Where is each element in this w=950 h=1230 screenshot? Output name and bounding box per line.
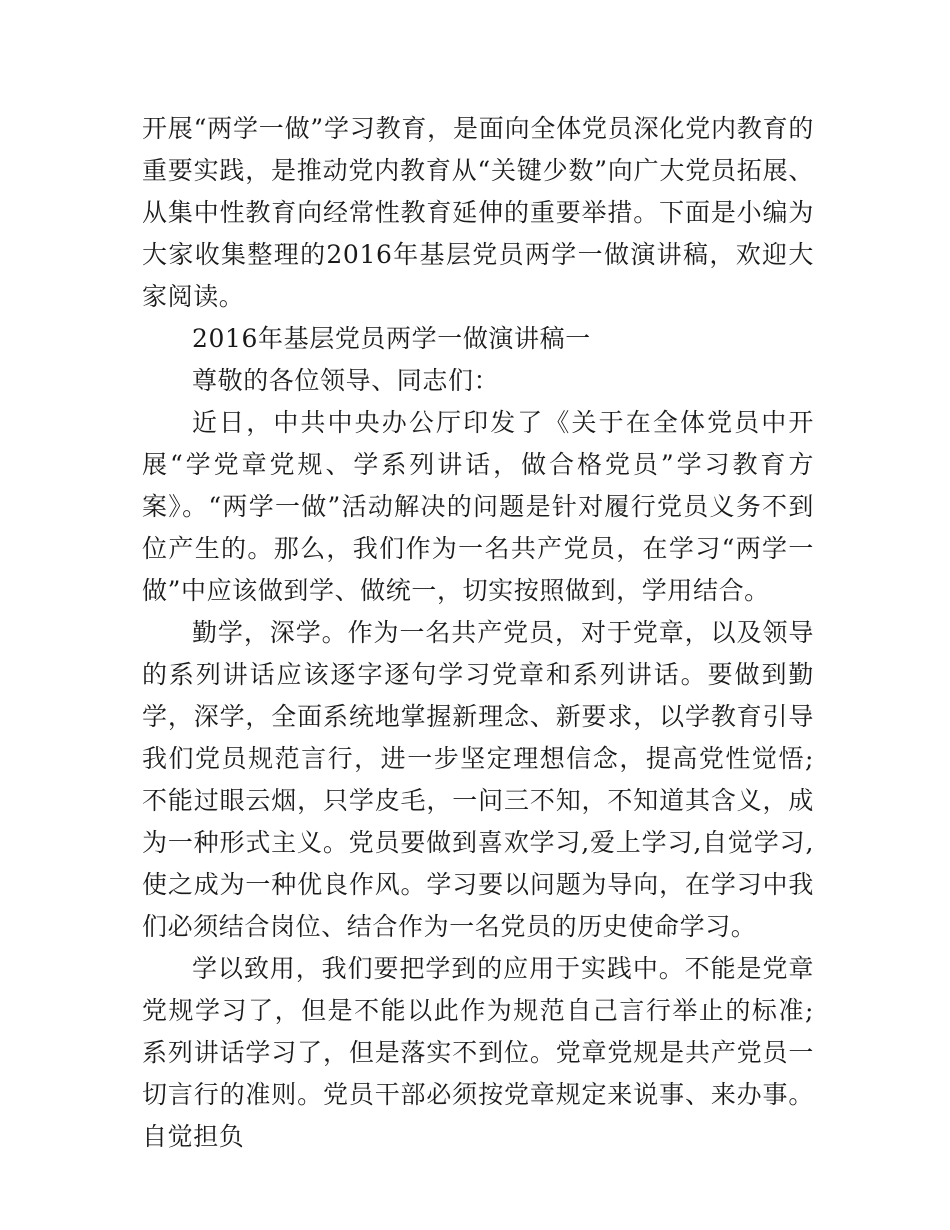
body-paragraph: 学以致用，我们要把学到的应用于实践中。不能是党章党规学习了，但是不能以此作为规范自己言行举止的标准;系列讲话学习了，但是落实不到位。党章党规是共产党员一切言行的准则。党员干部必须按党章规定来说事、来办事。自觉担负: [142, 954, 814, 1151]
body-paragraph: 勤学，深学。作为一名共产党员，对于党章，以及领导的系列讲话应该逐字逐句学习党章和系列讲话。要做到勤学，深学，全面系统地掌握新理念、新要求，以学教育引导我们党员规范言行，进一步坚定理想信念，提高党性觉悟;不能过眼云烟，只学皮毛，一问三不知，不知道其含义，成为一种形式主义。党员要做到喜欢学习,爱上学习,自觉学习,使之成为一种优良作风。学习要以问题为导向，在学习中我们必须结合岗位、结合作为一名党员的历史使命学习。: [142, 618, 814, 941]
document-page: [142, 108, 814, 1158]
intro-paragraph: 开展“两学一做”学习教育，是面向全体党员深化党内教育的重要实践，是推动党内教育从“关键少数”向广大党员拓展、从集中性教育向经常性教育延伸的重要举措。下面是小编为大家收集整理的2016年基层党员两学一做演讲稿，欢迎大家阅读。: [142, 114, 814, 311]
body-paragraph: 近日，中共中央办公厅印发了《关于在全体党员中开展“学党章党规、学系列讲话，做合格党员”学习教育方案》。“两学一做”活动解决的问题是针对履行党员义务不到位产生的。那么，我们作为一名共产党员，在学习“两学一做”中应该做到学、做统一，切实按照做到，学用结合。: [142, 408, 814, 605]
salutation: 尊敬的各位领导、同志们：: [192, 366, 500, 395]
speech-title: 2016年基层党员两学一做演讲稿一: [192, 324, 591, 353]
